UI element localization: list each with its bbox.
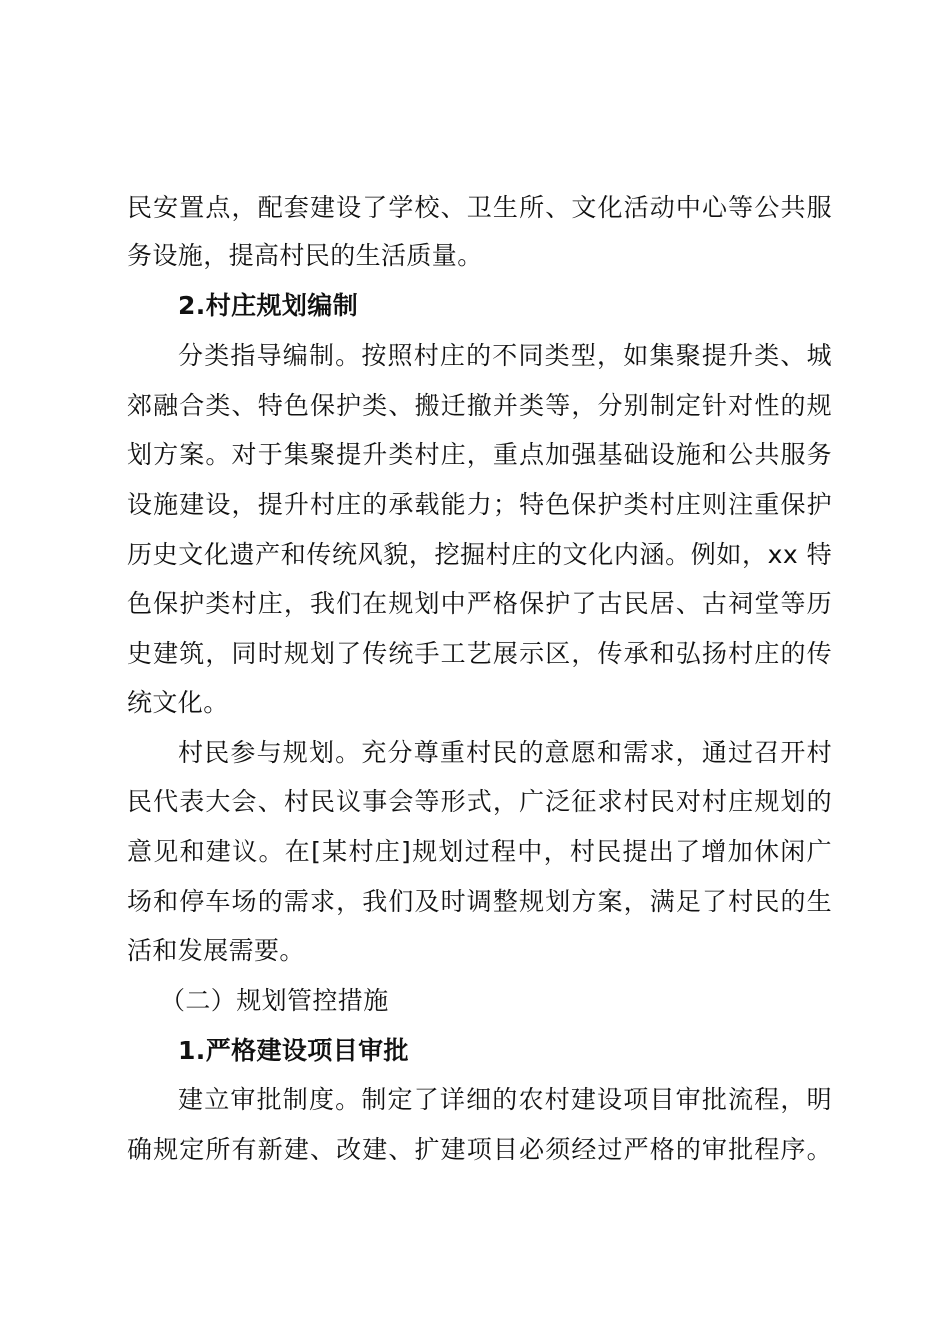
paragraph-line: 民代表大会、村民议事会等形式，广泛征求村民对村庄规划的 <box>127 787 832 816</box>
subsection-heading: （二）规划管控措施 <box>160 986 389 1015</box>
section-heading: 2.村庄规划编制 <box>178 291 359 320</box>
paragraph-line: 务设施，提高村民的生活质量。 <box>127 241 483 270</box>
paragraph-line: 郊融合类、特色保护类、搬迁撤并类等，分别制定针对性的规 <box>127 391 832 420</box>
paragraph-line: 史建筑，同时规划了传统手工艺展示区，传承和弘扬村庄的传 <box>127 639 832 668</box>
paragraph-line: 意见和建议。在[某村庄]规划过程中，村民提出了增加休闲广 <box>127 837 832 866</box>
paragraph-line: 民安置点，配套建设了学校、卫生所、文化活动中心等公共服 <box>127 193 832 222</box>
paragraph-line: 统文化。 <box>127 688 229 717</box>
paragraph-line: 分类指导编制。按照村庄的不同类型，如集聚提升类、城 <box>178 341 832 370</box>
paragraph-line: 划方案。对于集聚提升类村庄，重点加强基础设施和公共服务 <box>127 440 832 469</box>
section-heading: 1.严格建设项目审批 <box>178 1036 409 1065</box>
paragraph-line: 村民参与规划。充分尊重村民的意愿和需求，通过召开村 <box>178 738 832 767</box>
paragraph-line: 活和发展需要。 <box>127 936 305 965</box>
paragraph-line: 历史文化遗产和传统风貌，挖掘村庄的文化内涵。例如，xx 特 <box>127 540 832 569</box>
paragraph-line: 确规定所有新建、改建、扩建项目必须经过严格的审批程序。 <box>127 1135 832 1164</box>
paragraph-line: 建立审批制度。制定了详细的农村建设项目审批流程，明 <box>178 1085 832 1114</box>
paragraph-line: 设施建设，提升村庄的承载能力；特色保护类村庄则注重保护 <box>127 490 832 519</box>
paragraph-line: 色保护类村庄，我们在规划中严格保护了古民居、古祠堂等历 <box>127 589 832 618</box>
paragraph-line: 场和停车场的需求，我们及时调整规划方案，满足了村民的生 <box>127 887 832 916</box>
